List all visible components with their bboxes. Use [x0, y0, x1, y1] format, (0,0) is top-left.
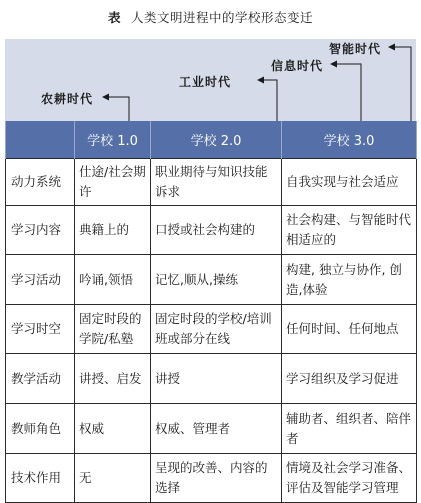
cell-school-2: 呈现的改善、内容的选择: [151, 454, 282, 503]
caption-title: 人类文明进程中的学校形态变迁: [131, 10, 314, 25]
era-label-information: 信息时代: [271, 59, 324, 73]
caption-label: 表: [107, 10, 121, 25]
header-school-1: 学校 1.0: [75, 121, 151, 159]
cell-school-3: 任何时间、任何地点: [282, 305, 417, 354]
row-label: 学习时空: [6, 305, 75, 354]
cell-school-3: 学习组织及学习促进: [282, 354, 417, 404]
era-label-intelligent: 智能时代: [329, 42, 382, 56]
table-row-teacher-role: [6, 404, 417, 454]
cell-school-1: 无: [75, 454, 151, 503]
row-label: 学习活动: [6, 255, 75, 305]
cell-school-3: 社会构建、与智能时代相适应的: [282, 206, 417, 255]
row-label: 技术作用: [6, 454, 75, 503]
header-school-3: 学校 3.0: [282, 121, 417, 159]
cell-school-1: 固定时段的学院/私塾: [75, 305, 151, 354]
cell-school-2: 讲授: [151, 354, 282, 404]
header-school-2: 学校 2.0: [151, 121, 282, 159]
table-row-technology-role: [6, 454, 417, 503]
cell-school-2: 职业期待与知识技能诉求: [151, 159, 282, 206]
cell-school-1: 仕途/社会期许: [75, 159, 151, 206]
row-label: 教师角色: [6, 404, 75, 454]
table-row-driving-force: [6, 159, 417, 206]
table-row-learning-content: [6, 206, 417, 255]
row-label: 动力系统: [6, 159, 75, 206]
cell-school-3: 构建, 独立与协作, 创造,体验: [282, 255, 417, 305]
era-label-agricultural: 农耕时代: [41, 92, 94, 106]
row-label: 教学活动: [6, 354, 75, 404]
cell-school-1: 吟诵,领悟: [75, 255, 151, 305]
cell-school-1: 权威: [75, 404, 151, 454]
cell-school-3: 自我实现与社会适应: [282, 159, 417, 206]
era-label-industrial: 工业时代: [179, 75, 232, 89]
cell-school-2: 记忆,顺从,操练: [151, 255, 282, 305]
cell-school-2: 固定时段的学校/培训班或部分在线: [151, 305, 282, 354]
cell-school-1: 典籍上的: [75, 206, 151, 255]
table-row-learning-activity: [6, 255, 417, 305]
cell-school-2: 权威、管理者: [151, 404, 282, 454]
cell-school-2: 口授或社会构建的: [151, 206, 282, 255]
table-row-teaching-activity: [6, 354, 417, 404]
table-caption: [0, 8, 421, 26]
table-row-learning-space-time: [6, 305, 417, 354]
school-forms-table: [5, 121, 417, 503]
row-label: 学习内容: [6, 206, 75, 255]
cell-school-3: 辅助者、组织者、陪伴者: [282, 404, 417, 454]
table-header-row: [6, 121, 417, 159]
cell-school-1: 讲授、启发: [75, 354, 151, 404]
cell-school-3: 情境及社会学习准备、评估及智能学习管理: [282, 454, 417, 503]
header-corner: [6, 121, 75, 159]
